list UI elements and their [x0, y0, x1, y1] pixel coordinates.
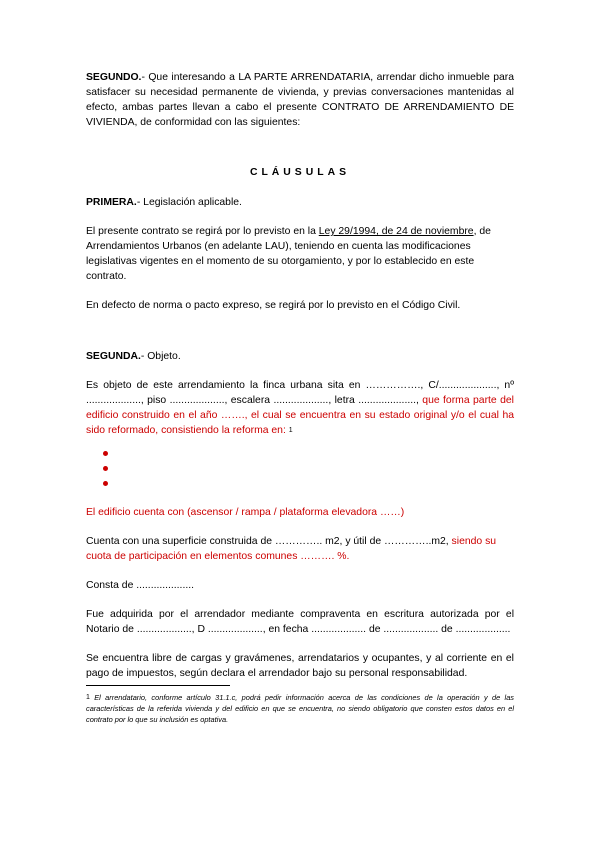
intro-lead: SEGUNDO. [86, 72, 142, 83]
primera-paragraph-1 [86, 224, 514, 284]
law-link[interactable]: Ley 29/1994, de 24 de noviembre [318, 226, 474, 237]
segunda-paragraph-4: Consta de .................... [86, 580, 194, 591]
primera-paragraph-2: En defecto de norma o pacto expreso, se regirá por lo previsto en el Código Civil. [86, 300, 461, 311]
primera-heading-rest: - Legislación aplicable. [136, 197, 242, 208]
segunda-paragraph-2: El edificio cuenta con (ascensor / rampa / plataforma elevadora ……) [86, 507, 405, 518]
segunda-paragraph-6: Se encuentra libre de cargas y gravámenes, arrendatarios y ocupantes, y al corriente en el pago de impuestos, según declara el arrendador bajo su personal responsabilidad. [86, 653, 514, 679]
reform-bullet-list [86, 446, 514, 491]
clauses-title: CLÁUSULAS [249, 167, 351, 178]
intro-paragraph [86, 70, 514, 130]
primera-heading-label: PRIMERA. [86, 197, 137, 208]
segunda-p3-red: siendo su cuota de participación en elementos comunes ………. %. [86, 536, 497, 562]
segunda-paragraph-3 [86, 534, 514, 564]
segunda-heading-label: SEGUNDA. [86, 351, 141, 362]
list-item [86, 461, 514, 476]
footnote-text: El arrendatario, conforme artículo 31.1.c, podrá pedir información acerca de las condiciones de la operación y de las características de la referida vivienda y del edificio en que se encuentra, no siendo obligatorio que consten estos datos en el contrato por lo que su inclusión es optativa. [86, 693, 514, 724]
list-item [86, 446, 514, 461]
segunda-paragraph-1 [86, 378, 514, 438]
primera-heading [86, 195, 514, 210]
segunda-p3-black: Cuenta con una superficie construida de ………….. m2, y útil de …………..m2, [86, 536, 449, 547]
segunda-p1-black: Es objeto de este arrendamiento la finca urbana sita en ……………., C/...................., nº ..................., piso ..................., escalera ..................., letra ...................., [86, 380, 514, 406]
primera-p1-before: El presente contrato se regirá por lo previsto en la [86, 226, 319, 237]
list-item [86, 476, 514, 491]
segunda-p1-red: que forma parte del edificio construido en el año ……., el cual se encuentra en su estado original y/o el cual ha sido reformado, consistiendo la reforma en: [86, 395, 514, 436]
intro-text: - Que interesando a LA PARTE ARRENDATARIA, arrendar dicho inmueble para satisfacer su necesidad permanente de vivienda, y previas conversaciones mantenidas al efecto, ambas partes llevan a cabo el presente CONTRATO DE ARRENDAMIENTO DE VIVIENDA, de conformidad con las siguientes: [86, 72, 514, 128]
footnote-mark: 1 [86, 694, 90, 701]
segunda-heading [86, 349, 514, 364]
footnote-reference[interactable]: 1 [288, 427, 293, 434]
segunda-heading-rest: - Objeto. [140, 351, 181, 362]
segunda-paragraph-5: Fue adquirida por el arrendador mediante compraventa en escritura autorizada por el Notario de ..................., D ..................., en fecha ................... de ................... de ................... [86, 609, 514, 635]
footnote [86, 692, 514, 725]
primera-p1-after: , de Arrendamientos Urbanos (en adelante LAU), teniendo en cuenta las modificaciones legislativas vigentes en el momento de su otorgamiento, y por lo establecido en este contrato. [86, 226, 491, 282]
footnote-separator [86, 685, 230, 686]
